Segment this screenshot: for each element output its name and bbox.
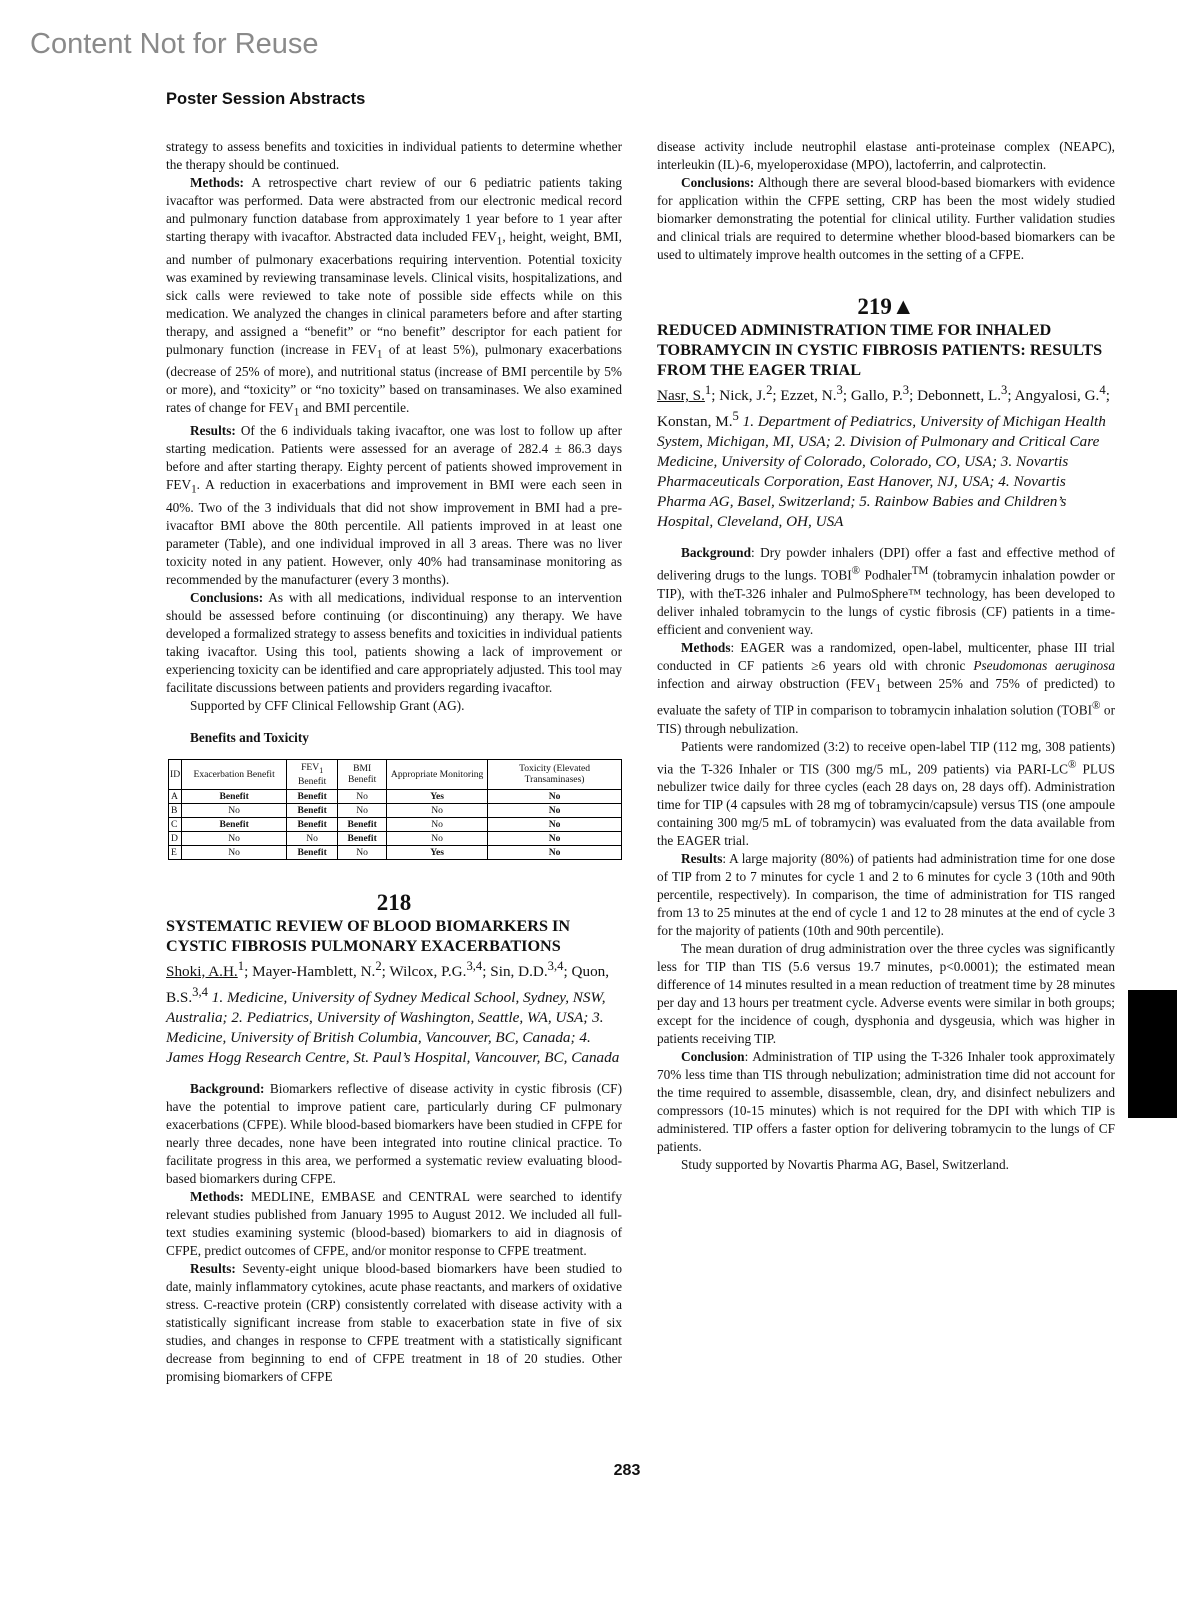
- results-paragraph: Results: Of the 6 individuals taking ivacaftor, one was lost to follow up after starting medication. Patients were assessed for an average of 282.4 ± 86.3 days before and after starting therapy. Eighty percent of patients showed improvement in $FEV_1$. A reduction in exacerbations and improvement in BMI were each seen in 40%. Two of the 3 individuals that did not show improvement in BMI had a pre-ivacaftor BMI above the 80th percentile. All patients improved in at least one parameter (Table), and one individual improved in all 3 areas. There was no liver toxicity noted in any patient. However, only 40% had transaminase monitoring as recommended by the manufacturer (every 3 months).: [166, 422, 622, 587]
- abstract-219-support: Study supported by Novartis Pharma AG, Basel, Switzerland.: [681, 1157, 1009, 1173]
- abstract-219-authors: Nasr, S.$^1$; Nick, J.$^2$; Ezzet, N.$^3$; Gallo, P.$^3$; Debonnett, L.$^3$; Angyalosi, G.$^4$; Konstan, M.$^5$ 1. Department of Pediatrics, University of Michigan Health System, Michigan, MI, USA; 2. Division of Pulmonary and Critical Care Medicine, University of Colorado, Colorado, CO, USA; 3. Novartis Pharmaceuticals Corporation, East Hanover, NJ, USA; 4. Novartis Pharma AG, Basel, Switzerland; 5. Rainbow Babies and Children’s Hospital, Cleveland, OH, USA: [657, 383, 1110, 531]
- intro-paragraph: strategy to assess benefits and toxicities in individual patients to determine whether the therapy should be continued.: [166, 139, 622, 172]
- table-row: D No No Benefit No No: [169, 831, 622, 845]
- abstract-218-background: Background: Biomarkers reflective of disease activity in cystic fibrosis (CF) have the potential to improve patient care, particularly during CF pulmonary exacerbations (CFPE). While blood-based biomarkers have been studied in CFPE for nearly three decades, none have been integrated into routine clinical practice. To facilitate progress in this area, we performed a systematic review evaluating blood-based biomarkers during CFPE.: [166, 1080, 622, 1186]
- abstract-218-title: SYSTEMATIC REVIEW OF BLOOD BIOMARKERS IN CYSTIC FIBROSIS PULMONARY EXACERBATIONS: [166, 916, 571, 955]
- abstract-219-randomization: Patients were randomized (3:2) to receive open-label TIP (112 mg, 308 patients) via the T-326 Inhaler or TIS (300 mg/5 mL, 209 patients) via PARI-LC® PLUS nebulizer twice daily for three cycles (each 28 days on, 28 days off). Administration time for TIP (4 capsules with 28 mg of tobramycin/capsule) versus TIS (one ampoule containing 300 mg/5 mL of tobramycin) was evaluated from the data available from the EAGER trial.: [657, 738, 1116, 849]
- table-title: Benefits and Toxicity: [190, 729, 309, 745]
- abstract-219-conclusion: Conclusion: Administration of TIP using the T-326 Inhaler took approximately 70% less time than TIS through nebulization; administration time did not account for the time required to assemble, disassemble, clean, dry, and disinfect nebulizers and compressors (10-15 minutes) which is not required for the DPI with which TIP is administered. TIP offers a faster option for delivering tobramycin to the lungs of CF patients.: [657, 1049, 1115, 1155]
- th-toxicity: Toxicity (Elevated Transaminases): [488, 759, 622, 789]
- methods-paragraph: Methods: A retrospective chart review of our 6 pediatric patients taking ivacaftor was performed. Data were abstracted from our electronic medical record and pulmonary function database from approximately 1 year before to 1 year after starting therapy with ivacaftor. Abstracted data included $FEV_1$, height, weight, BMI, and number of pulmonary exacerbations requiring intervention. Potential toxicity was examined by reviewing transaminase levels. Clinical visits, hospitalizations, and sick calls were reviewed to take note of possible side effects while on this medication. We analyzed the changes in clinical parameters before and after starting therapy, and assigned a “benefit” or “no benefit” descriptor for each patient for pulmonary function (increase in $FEV_1$ of at least 5%), pulmonary exacerbations (decrease of 25% of more), and nutritional status (increase of BMI percentile by 5% or more), and “toxicity” or “no toxicity” based on transaminases. We also examined rates of change for $FEV_1$ and BMI percentile.: [166, 175, 622, 419]
- right-column: [657, 138, 1115, 1174]
- section-thumb-tab: [1128, 990, 1177, 1118]
- table-header-row: [169, 759, 622, 789]
- abstract-218-results-cont: disease activity include neutrophil elastase anti-proteinase complex (NEAPC), interleukin (IL)-6, myeloperoxidase (MPO), lactoferrin, and calprotectin.: [657, 139, 1115, 172]
- running-header: Poster Session Abstracts: [166, 90, 366, 108]
- abstract-219-mean-duration: The mean duration of drug administration over the three cycles was significantly less for TIP than TIS (5.6 versus 19.7 minutes, p<0.0001); the estimated mean difference of 14 minutes resulted in a mean reduction of treatment time by 28 minutes per day and 13 hours per treatment cycle. Adverse events were similar in both groups; except for the incidence of cough, dysphonia and dysgeusia, which was higher in patients receiving TIP.: [657, 941, 1115, 1047]
- abstract-218-conclusions: Conclusions: Although there are several blood-based biomarkers with evidence for application within the CFPE setting, CRP has been the most widely studied biomarker demonstrating the potential for clinical utility. Further validation studies and clinical trials are required to determine whether blood-based biomarkers can be used to ultimately improve health outcomes in the setting of a CFPE.: [657, 175, 1115, 262]
- benefits-toxicity-table: [168, 759, 622, 860]
- th-id: ID: [169, 759, 182, 789]
- abstract-219-methods: Methods: EAGER was a randomized, open-label, multicenter, phase III trial conducted in CF patients ≥6 years old with chronic Pseudomonas aeruginosa infection and airway obstruction ($FEV_1$ between 25% and 75% of predicted) to evaluate the safety of TIP in comparison to tobramycin inhalation solution (TOBI® or TIS) through nebulization.: [657, 639, 1115, 736]
- table-row: A Benefit Benefit No Yes No: [169, 789, 622, 803]
- table-row: E No Benefit No Yes No: [169, 845, 622, 859]
- page-number: 283: [613, 1462, 641, 1479]
- th-fev1: $FEV_1$ Benefit: [287, 759, 338, 789]
- abstract-218-methods: Methods: MEDLINE, EMBASE and CENTRAL were searched to identify relevant studies published from January 1995 to August 2012. We included all full-text studies examining systemic (blood-based) biomarkers to aid in diagnosis of CFPE, predict outcomes of CFPE, and/or monitor response to CFPE treatment.: [166, 1188, 622, 1258]
- support-statement: Supported by CFF Clinical Fellowship Grant (AG).: [190, 697, 465, 713]
- th-monitoring: Appropriate Monitoring: [387, 759, 488, 789]
- watermark: Content Not for Reuse: [30, 28, 319, 60]
- th-exacerbation: Exacerbation Benefit: [182, 759, 287, 789]
- abstract-219-background: Background: Dry powder inhalers (DPI) offer a fast and effective method of delivering drugs to the lungs. TOBI® Podhaler™ (tobramycin inhalation powder or TIP), with theT-326 inhaler and PulmoSphere™ technology, has been developed to deliver inhaled tobramycin to the lungs of cystic fibrosis (CF) patients in a time-efficient and convenient way.: [657, 545, 1115, 637]
- conclusions-paragraph: Conclusions: As with all medications, individual response to an intervention should be assessed before continuing (or discontinuing) any therapy. We have developed a formalized strategy to assess benefits and toxicities in individual patients taking ivacaftor. Using this tool, patients showing a lack of improvement or experiencing toxicity can be identified and care appropriately adjusted. This tool may facilitate discussions between patients and providers regarding ivacaftor.: [166, 589, 622, 695]
- abstract-218-number: 218: [376, 889, 412, 915]
- abstract-218-authors: Shoki, A.H.$^1$; Mayer-Hamblett, N.$^2$; Wilcox, P.G.$^{3,4}$; Sin, D.D.$^{3,4}$; Quon, B.S.$^{3,4}$ 1. Medicine, University of Sydney Medical School, Sydney, NSW, Australia; 2. Pediatrics, University of Washington, Seattle, WA, USA; 3. Medicine, University of British Columbia, Vancouver, BC, Canada; 4. James Hogg Research Centre, St. Paul’s Hospital, Vancouver, BC, Canada: [166, 958, 620, 1066]
- abstract-219-results: Results: A large majority (80%) of patients had administration time for one dose of TIP from 2 to 7 minutes for cycle 1 and 2 to 6 minutes for cycle 3 (10th and 90th percentile, respectively). In comparison, the time of administration for TIS ranged from 13 to 25 minutes at the end of cycle 1 and 12 to 28 minutes at the end of cycle 3 for the majority of patients (10th and 90th percentile).: [657, 851, 1115, 939]
- abstract-219-number: 219▲: [857, 294, 915, 319]
- table-row: B No Benefit No No No: [169, 803, 622, 817]
- th-bmi: BMI Benefit: [338, 759, 387, 789]
- table-row: C Benefit Benefit Benefit No No: [169, 817, 622, 831]
- abstract-219-title: REDUCED ADMINISTRATION TIME FOR INHALED TOBRAMYCIN IN CYSTIC FIBROSIS PATIENTS: RESULTS FROM THE EAGER TRIAL: [657, 321, 1103, 379]
- left-column: [166, 138, 622, 1386]
- abstract-218-results: Results: Seventy-eight unique blood-based biomarkers have been studied to date, mainly inflammatory cytokines, acute phase reactants, and markers of oxidative stress. C-reactive protein (CRP) consistently correlated with disease activity with a statistically significant increase from stable to exacerbation state in five of six studies, and changes in response to CFPE treatment with a statistically significant decrease from beginning to end of CFPE treatment in 18 of 20 studies. Other promising biomarkers of CFPE: [166, 1260, 622, 1384]
